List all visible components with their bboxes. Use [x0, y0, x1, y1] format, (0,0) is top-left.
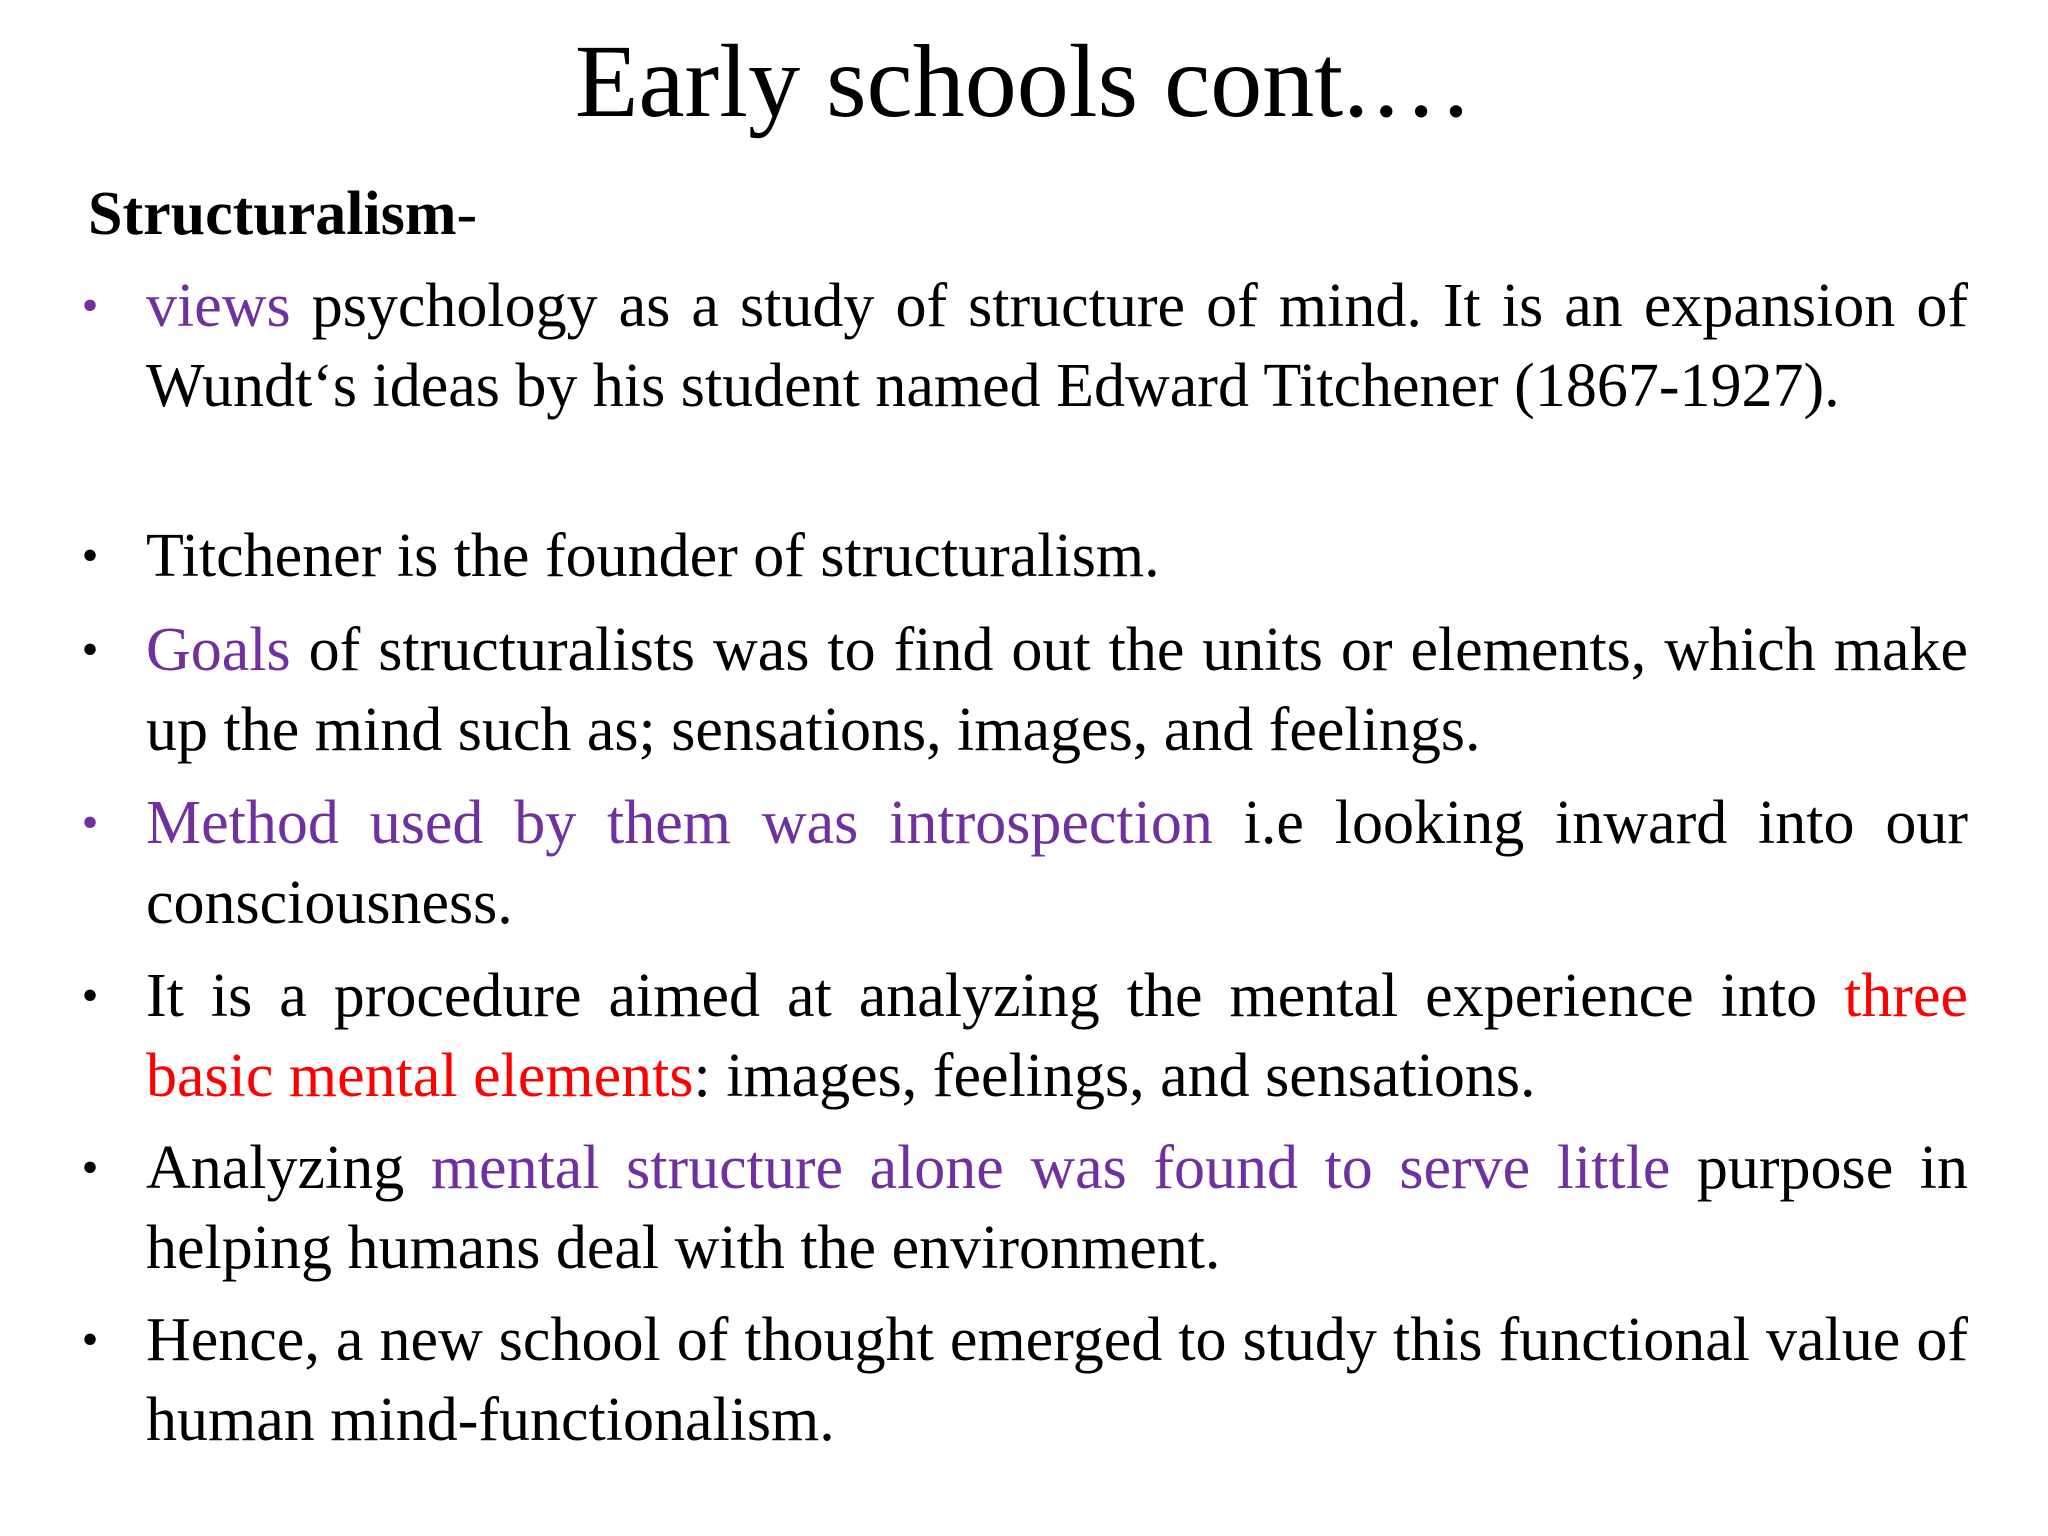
bullet-item: [81, 266, 1968, 426]
bullet-item: [81, 1300, 1968, 1460]
highlight-text: Method used by them was introspection: [146, 789, 1213, 857]
bullet-text: : images, feelings, and sensations.: [693, 1042, 1536, 1110]
section-heading-label: Structuralism: [88, 180, 457, 248]
highlight-text: views: [146, 272, 291, 340]
bullet-item: [81, 956, 1968, 1116]
bullet-marker: •: [81, 1313, 99, 1366]
highlight-text: Goals: [146, 616, 291, 684]
bullet-text: Analyzing: [146, 1134, 431, 1202]
bullet-marker: •: [81, 529, 99, 582]
bullet-item: [81, 610, 1968, 770]
bullet-text: of structuralists was to find out the units or elements, which make up the mind such as; sensations, images, and feelings.: [146, 616, 1968, 764]
section-heading-suffix: -: [456, 180, 478, 248]
highlight-text: three basic mental elements: [146, 962, 1968, 1110]
bullet-marker: •: [81, 1141, 99, 1194]
bullet-text: Titchener is the founder of structuralism.: [146, 522, 1160, 590]
bullet-item: [81, 516, 1968, 596]
section-heading: [88, 175, 477, 253]
bullet-text: Hence, a new school of thought emerged to study this functional value of human mind-functionalism.: [146, 1306, 1968, 1454]
bullet-text: It is a procedure aimed at analyzing the mental experience into: [146, 962, 1845, 1030]
bullet-item: [81, 1128, 1968, 1288]
bullet-marker: •: [81, 796, 99, 849]
bullet-text: psychology as a study of structure of mind. It is an expansion of Wundt‘s ideas by his student named Edward Titchener (1867-1927).: [146, 272, 1968, 420]
bullet-marker: •: [81, 623, 99, 676]
bullet-marker: •: [81, 279, 99, 332]
highlight-text: mental structure alone was found to serve little: [430, 1134, 1671, 1202]
slide-title: Early schools cont.…: [574, 24, 1474, 139]
bullet-text: i.e looking inward into our consciousness.: [146, 789, 1968, 937]
bullet-marker: •: [81, 969, 99, 1022]
bullet-item: [81, 783, 1968, 943]
bullet-text: purpose in helping humans deal with the environment.: [146, 1134, 1968, 1282]
